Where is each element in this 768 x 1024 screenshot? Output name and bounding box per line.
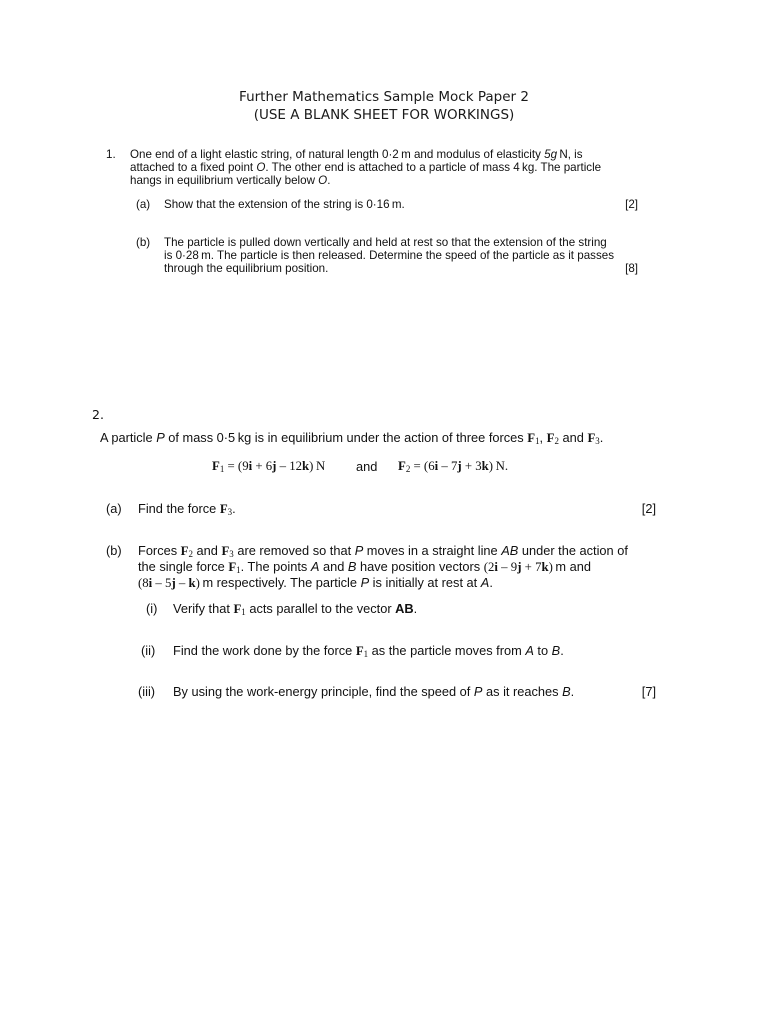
q2-force-equation-2: $F_2 = (6i - 7j + 3k)$ N.: [398, 459, 509, 475]
q1-stem-line3: hangs in equilibrium vertically below O.: [130, 174, 331, 187]
q1-stem-line2: attached to a fixed point O. The other end is attached to a particle of mass 4 kg. The particle: [130, 161, 602, 174]
q2biii-text: By using the work-energy principle, find the speed of P as it reaches B.: [173, 684, 575, 699]
q1a-text: Show that the extension of the string is 0·16 m.: [164, 198, 405, 211]
q2bi-label: (i): [146, 601, 158, 616]
q1b-label: (b): [136, 236, 151, 249]
q1b-marks: [8]: [625, 262, 638, 275]
q2b-stem: [138, 543, 628, 591]
q1-stem: [130, 148, 601, 187]
q1a-marks: [2]: [625, 198, 638, 211]
q1b-text: The particle is pulled down vertically and held at rest so that the extension of the string is 0·28 m. The particle is then released. Determine the speed of the particle as it passes through the equilibrium position.: [164, 236, 614, 275]
q1-stem-line1: One end of a light elastic string, of natural length 0·2 m and modulus of elasticity 5g N, is: [130, 148, 583, 161]
paper-subtitle: (USE A BLANK SHEET FOR WORKINGS): [253, 107, 515, 123]
q2b-line3: (8i – 5j – k) m respectively. The particle P is initially at rest at A.: [138, 575, 493, 590]
q1a-label: (a): [136, 198, 151, 211]
q2bi-text: Verify that $F_1$ acts parallel to the vector AB.: [173, 601, 418, 618]
q2-equation-and: and: [356, 459, 378, 474]
q2b-label: (b): [106, 543, 122, 558]
q2a-label: (a): [106, 501, 122, 516]
q2b-marks: [7]: [641, 684, 656, 699]
q2a-text: Find the force $F_3$.: [138, 501, 236, 518]
q1-number: 1.: [106, 148, 116, 161]
q2b-line1: Forces $F_2$ and $F_3$ are removed so that P moves in a straight line AB under the action of: [138, 543, 628, 560]
q2a-marks: [2]: [641, 501, 656, 516]
q2bii-label: (ii): [141, 643, 156, 658]
q2bii-text: Find the work done by the force $F_1$ as the particle moves from A to B.: [173, 643, 564, 660]
q2-force-equation-1: $F_1 = (9i + 6j - 12k)$ N: [212, 459, 326, 475]
q2-number: 2.: [92, 407, 104, 422]
q2b-line2: the single force $F_1$. The points A and B have position vectors (2i – 9j + 7k) m and: [138, 559, 591, 576]
q2biii-label: (iii): [138, 684, 156, 699]
paper-title: Further Mathematics Sample Mock Paper 2: [239, 89, 529, 105]
q2-stem: A particle P of mass 0·5 kg is in equilibrium under the action of three forces $F_1$, $F_2$ and $F_3$.: [100, 430, 604, 447]
